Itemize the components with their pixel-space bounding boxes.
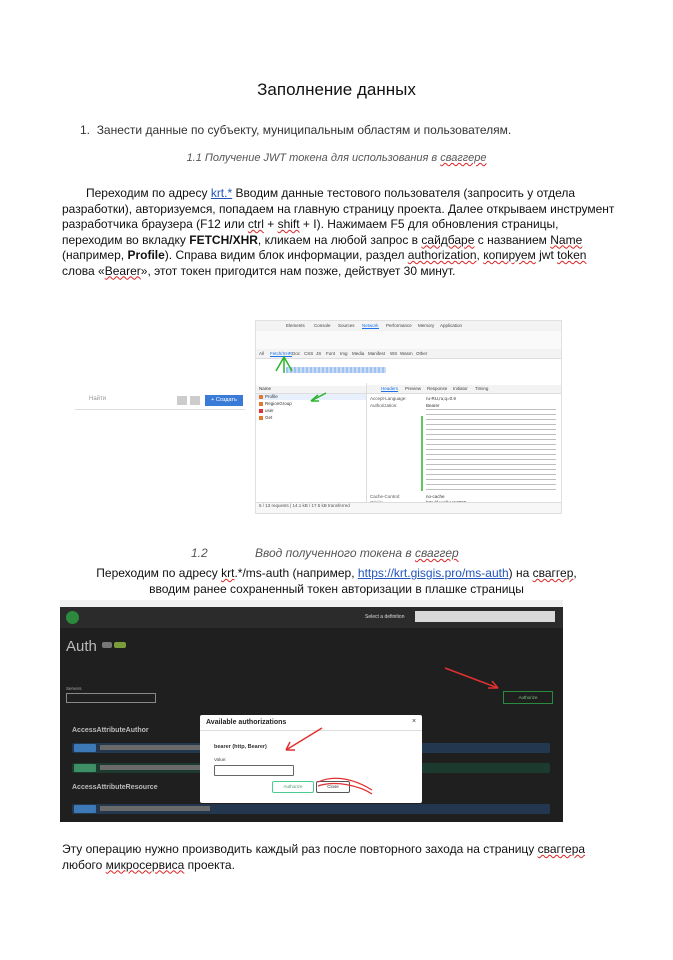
profile-bold: Profile [127,248,165,262]
filter-doc[interactable]: Doc [292,351,301,356]
paragraph-2: Переходим по адресу krt.*/ms-auth (например, https://krt.gisgis.pro/ms-auth) на сваггер, вводим ранее сохраненный токен авторизации в плашке страницы [0,566,673,597]
tab-memory[interactable]: Memory [418,323,435,328]
tab-sources[interactable]: Sources [338,323,355,328]
subheading-1-1 [0,152,673,164]
modal-close-button[interactable]: Close [316,781,350,793]
api-title: Auth [66,638,97,655]
filter-font[interactable]: Font [326,351,336,356]
request-row[interactable]: Get [256,415,366,421]
list-icon [190,396,200,405]
section-heading[interactable]: AccessAttributeResource [72,784,158,791]
request-row[interactable]: Profile [256,394,366,400]
header-key: Cache-Control: [370,494,401,499]
tab-preview[interactable]: Preview [405,386,422,391]
name-header: Name [256,386,366,394]
tab-console[interactable]: Console [314,323,331,328]
devtools-status-bar: 5 / 13 requests | 14.1 kB / 17.5 kB transferred [256,502,561,513]
filter-other[interactable]: Other [416,351,428,356]
red-arrow-icon [445,668,498,688]
section-heading[interactable]: AccessAttributeAuthor [72,727,149,734]
request-row[interactable]: user [256,408,366,414]
filter-img[interactable]: Img [340,351,348,356]
list-number: 1. [80,123,91,137]
search-placeholder: Найти [89,396,107,402]
header-value: ru-RU,ru;q=0.9 [426,396,456,401]
filter-fetch-xhr[interactable]: Fetch/XHR [270,351,293,356]
list-item-1 [80,123,511,137]
paragraph-2-line-2: вводим ранее сохраненный токен авторизации в плашке страницы [149,581,524,596]
paragraph-1: Переходим по адресу krt.* Вводим данные тестового пользователя (запросить у отдела разработки), авторизуемся, попадаем на главную страницу проекта. Далее открываем инструмент разработчика браузера (F12 или ctrl + shift + I). Нажимаем F5 для обновления страницы, переходим во вкладку FETCH/XHR, кликаем на любой запрос в сайдбаре с названием Name (например, Profile). Справа видим блок информации, раздел authorization, копируем jwt token слова «Bearer», этот токен пригодится нам позже, действует 30 минут. [62,186,615,278]
servers-label: Servers [66,686,82,691]
red-arrow-icon [286,728,322,750]
app-search-strip [75,393,245,410]
tab-network[interactable]: Network [362,323,379,328]
modal-title: Available authorizations [206,719,287,726]
devtools-screenshot [75,320,560,512]
ms-auth-link[interactable]: https://krt.gisgis.pro/ms-auth [357,566,509,580]
paragraph-3: Эту операцию нужно производить каждый раз после повторного захода на страницу сваггера любого микросервиса проекта. [62,842,586,872]
subheading-text: 1.1 Получение JWT токена для использования в [186,152,441,164]
tab-application[interactable]: Application [440,323,463,328]
filter-css[interactable]: CSS [304,351,314,356]
value-label: Value: [214,757,227,762]
header-value: no-cache [426,494,445,499]
annotation-overlay [256,321,561,513]
fetch-xhr-bold: FETCH/XHR [189,232,258,247]
auth-scheme: bearer (http, Bearer) [214,744,267,750]
authorize-button[interactable]: Authorize [503,691,553,704]
devtools-panel [255,320,562,514]
subheading-1-2: Ввод полученного токена в сваггер [255,546,459,560]
subheading-1-2-number: 1.2 [191,546,208,560]
tab-performance[interactable]: Performance [386,323,412,328]
filter-js[interactable]: JS [316,351,322,356]
tab-headers[interactable]: Headers [381,386,399,391]
header-key: Accept-Language: [370,396,407,401]
address-link[interactable]: krt.* [210,186,233,200]
close-icon[interactable]: × [412,718,417,725]
tab-timing[interactable]: Timing [475,386,489,391]
filter-manifest[interactable]: Manifest [368,351,386,356]
list-text: Занести данные по субъекту, муниципальным областям и пользователям. [96,123,512,137]
filter-all[interactable]: All [259,351,265,356]
header-key-authorization: Authorization: [370,403,398,408]
filter-wasm[interactable]: Wasm [400,351,413,356]
request-row[interactable]: RegionGroup [256,401,366,407]
filter-ws[interactable]: WS [390,351,398,356]
tab-elements[interactable]: Elements [286,323,305,328]
header-value-bearer: Bearer [426,403,440,408]
modal-authorize-button[interactable]: Authorize [272,781,314,793]
tab-initiator[interactable]: Initiator [453,386,468,391]
squiggle-word: сваггере [440,152,487,164]
filter-media[interactable]: Media [352,351,365,356]
tab-response[interactable]: Response [427,386,448,391]
annotation-overlay [60,600,563,822]
page-title: Заполнение данных [257,80,416,99]
create-button[interactable]: + Создать [205,395,243,406]
filter-icon [177,396,187,405]
definition-select-label: Select a definition [365,614,405,620]
swagger-screenshot [60,600,563,822]
